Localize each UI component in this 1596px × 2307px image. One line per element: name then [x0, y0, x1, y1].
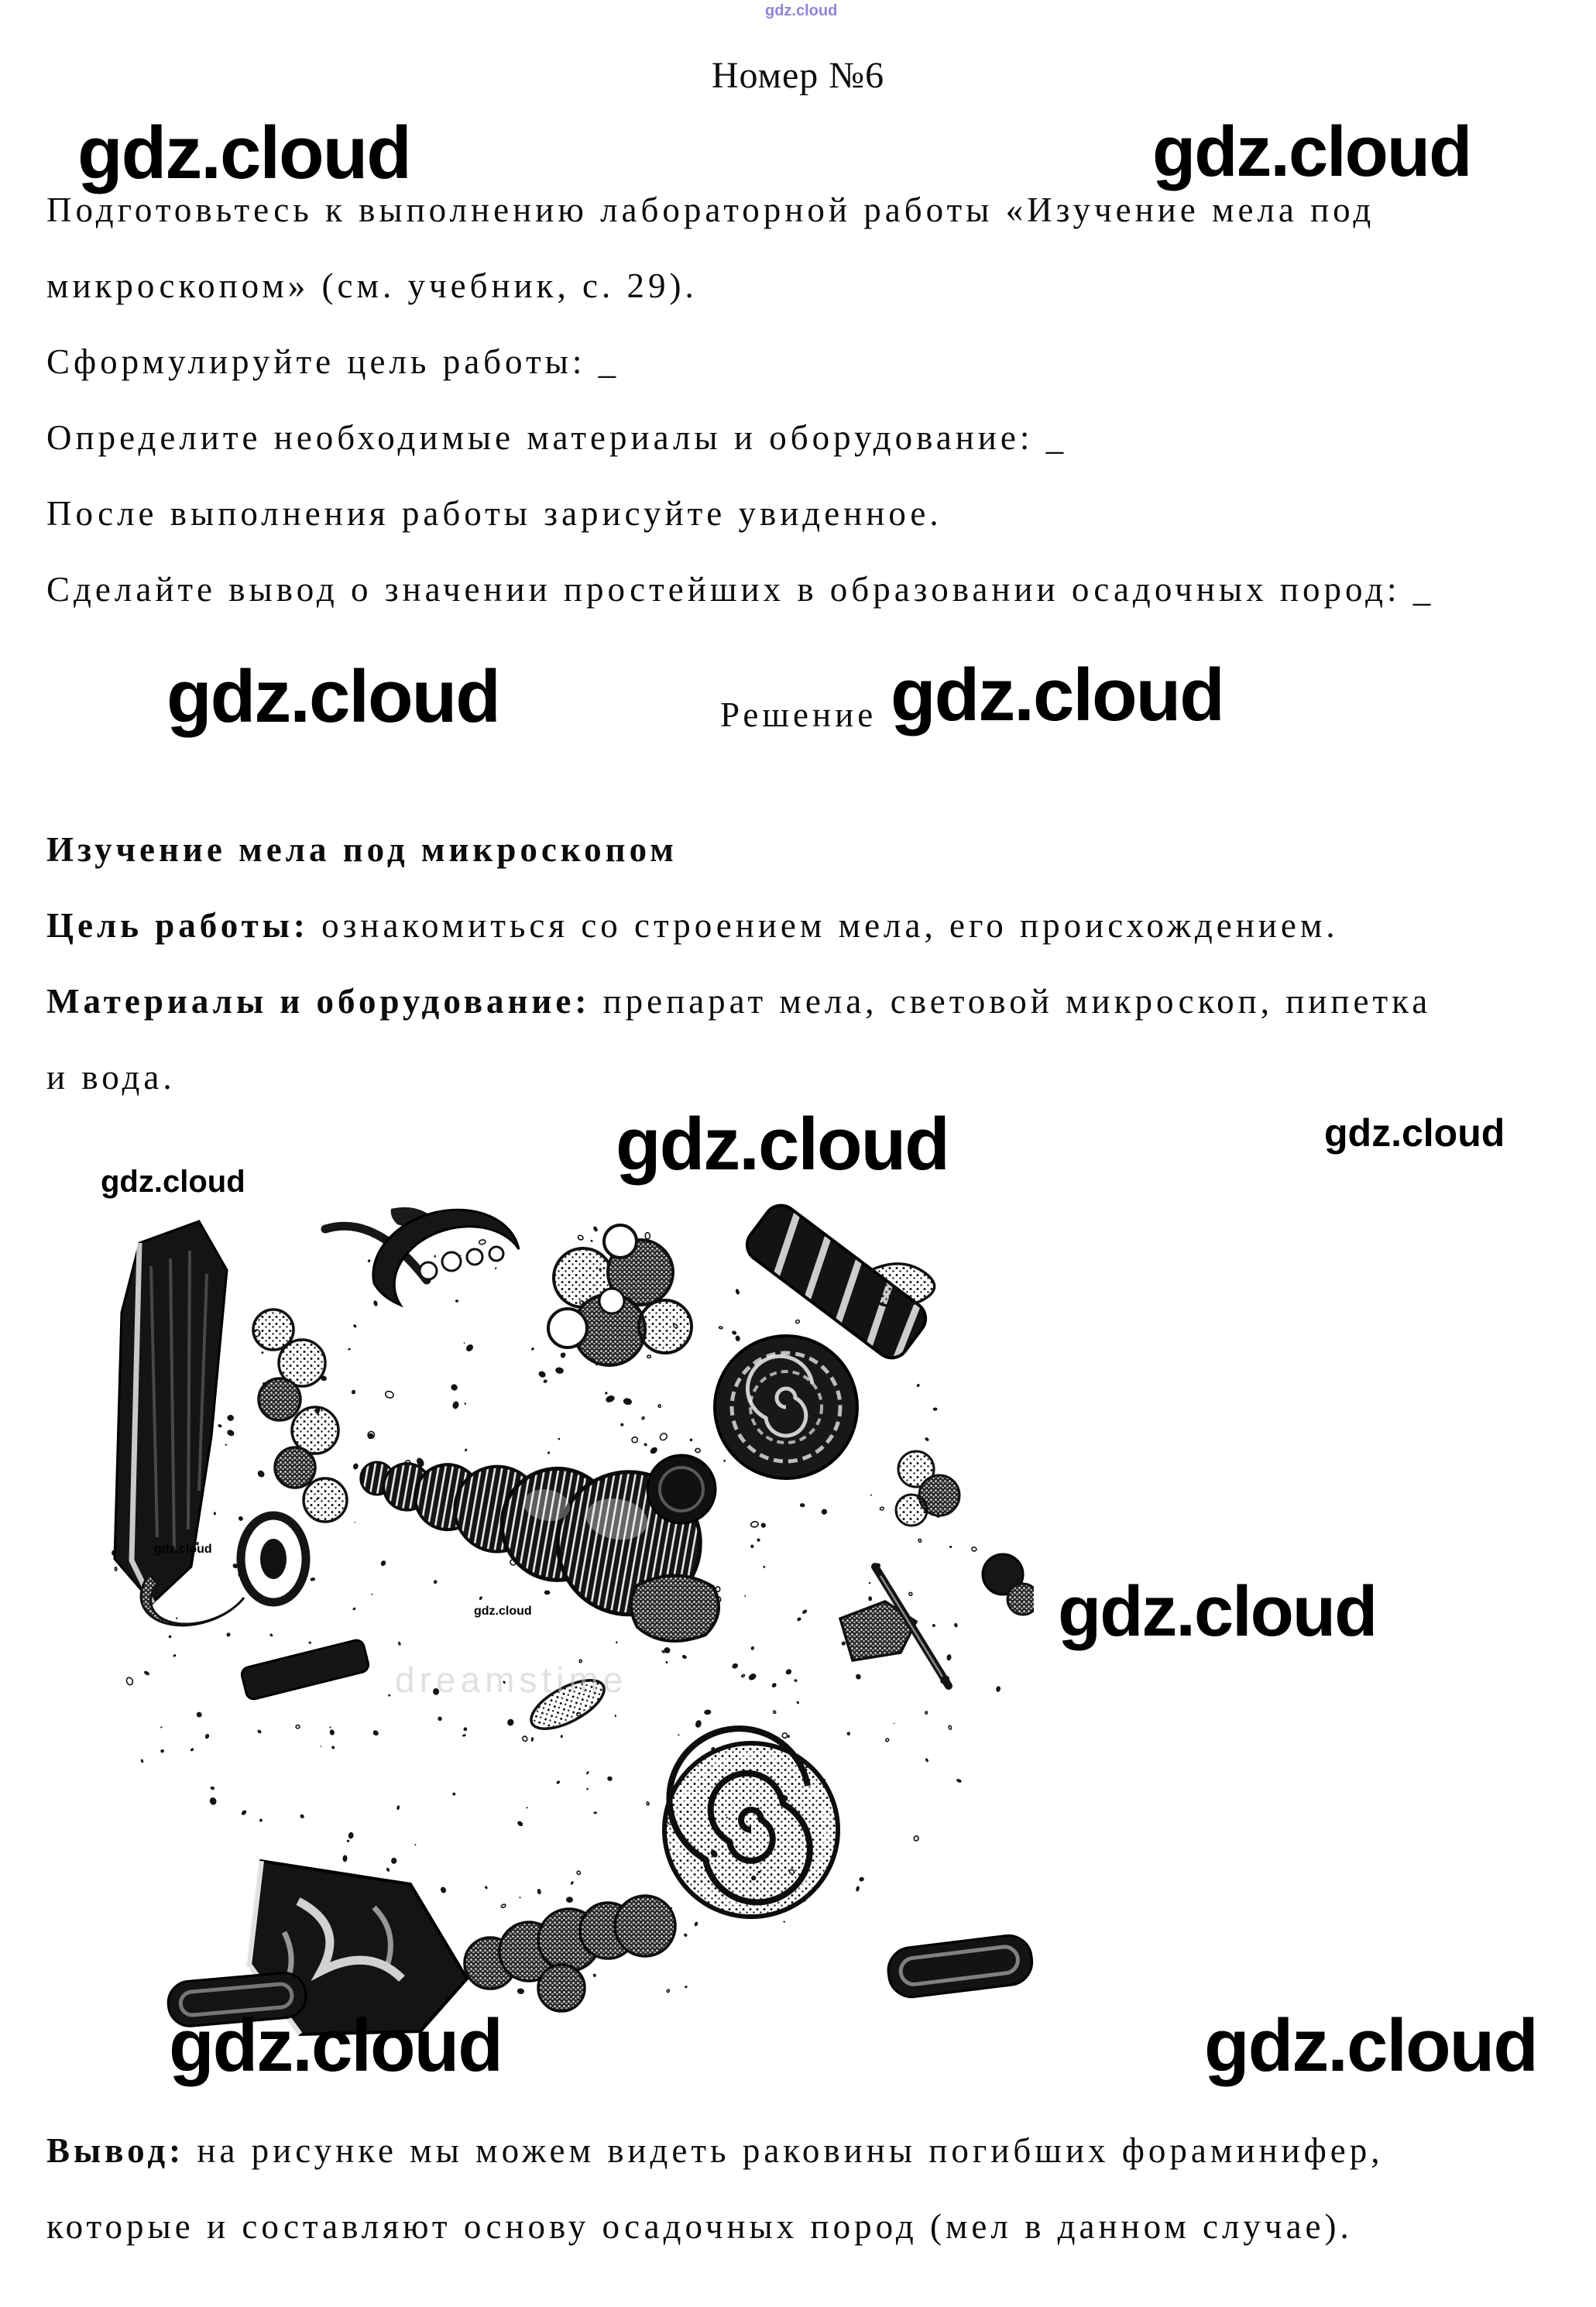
goal-label: Цель работы:: [46, 906, 309, 945]
materials-text: препарат мела, световой микроскоп, пипетка: [590, 982, 1432, 1021]
task-line: Подготовьтесь к выполнению лабораторной работы «Изучение мела под: [46, 191, 1375, 229]
foraminifera-cluster: [548, 1225, 692, 1365]
small-cluster-right: [896, 1451, 1034, 1615]
materials-label: Материалы и оборудование:: [46, 982, 591, 1021]
globigerina-chain: [465, 1896, 675, 2011]
conclusion-text: на рисунке мы можем видеть раковины погибших фораминифер,: [184, 2131, 1384, 2170]
watermark-bottom-right: gdz.cloud: [1204, 2004, 1537, 2087]
solution-materials-line: [46, 983, 1431, 1021]
chalk-microscope-illustration: [66, 1196, 1034, 2037]
conclusion-label: Вывод:: [46, 2131, 185, 2170]
watermark-mid-center: gdz.cloud: [891, 654, 1224, 736]
watermark-right-small: gdz.cloud: [1324, 1111, 1505, 1155]
watermark-illustration-2: gdz.cloud: [474, 1605, 532, 1618]
solution-materials-line2: и вода.: [46, 1058, 176, 1097]
dark-sphere: [647, 1455, 716, 1523]
solution-label: Решение: [720, 695, 877, 734]
goal-text: ознакомиться со строением мела, его происхождением.: [308, 906, 1339, 945]
task-line: Сформулируйте цель работы: _: [46, 342, 620, 381]
task-line: Определите необходимые материалы и оборудование: _: [46, 418, 1068, 457]
rod-fragment: [240, 1639, 369, 1701]
foraminifera-chain: [253, 1310, 347, 1522]
watermark-left-small: gdz.cloud: [101, 1165, 245, 1199]
watermark-center: gdz.cloud: [616, 1103, 949, 1186]
pill-fragment: [886, 1933, 1034, 2000]
task-line: После выполнения работы зарисуйте увиденное.: [46, 494, 942, 533]
watermark-mid-left: gdz.cloud: [166, 655, 499, 738]
conclusion-line2: которые и составляют основу осадочных пород (мел в данном случае).: [46, 2207, 1353, 2246]
ammonite-spiral-shell: [664, 1729, 838, 1917]
page-title: Номер №6: [711, 55, 885, 96]
textured-rock: [631, 1575, 719, 1641]
conclusion-line: [46, 2132, 1384, 2171]
solution-heading: Изучение мела под микроскопом: [46, 830, 678, 869]
watermark-right-mid: gdz.cloud: [1058, 1572, 1377, 1651]
task-line: микроскопом» (см. учебник, с. 29).: [46, 266, 698, 305]
watermark-top-tiny: gdz.cloud: [765, 2, 838, 19]
crescent-shell: [373, 1210, 519, 1305]
watermark-illustration-1: gdz.cloud: [154, 1543, 212, 1556]
spiral-disc-shell: [715, 1336, 857, 1478]
ring-shell: [241, 1516, 306, 1602]
amoeboid-fragment: [864, 1264, 934, 1306]
solution-goal-line: [46, 907, 1339, 946]
watermark-bottom-left: gdz.cloud: [169, 2004, 502, 2087]
stock-watermark: dreamstime: [395, 1660, 628, 1700]
task-line: Сделайте вывод о значении простейших в образовании осадочных пород: _: [46, 570, 1435, 609]
watermark-top-right: gdz.cloud: [1152, 112, 1471, 191]
watermark-top-left: gdz.cloud: [77, 112, 410, 194]
